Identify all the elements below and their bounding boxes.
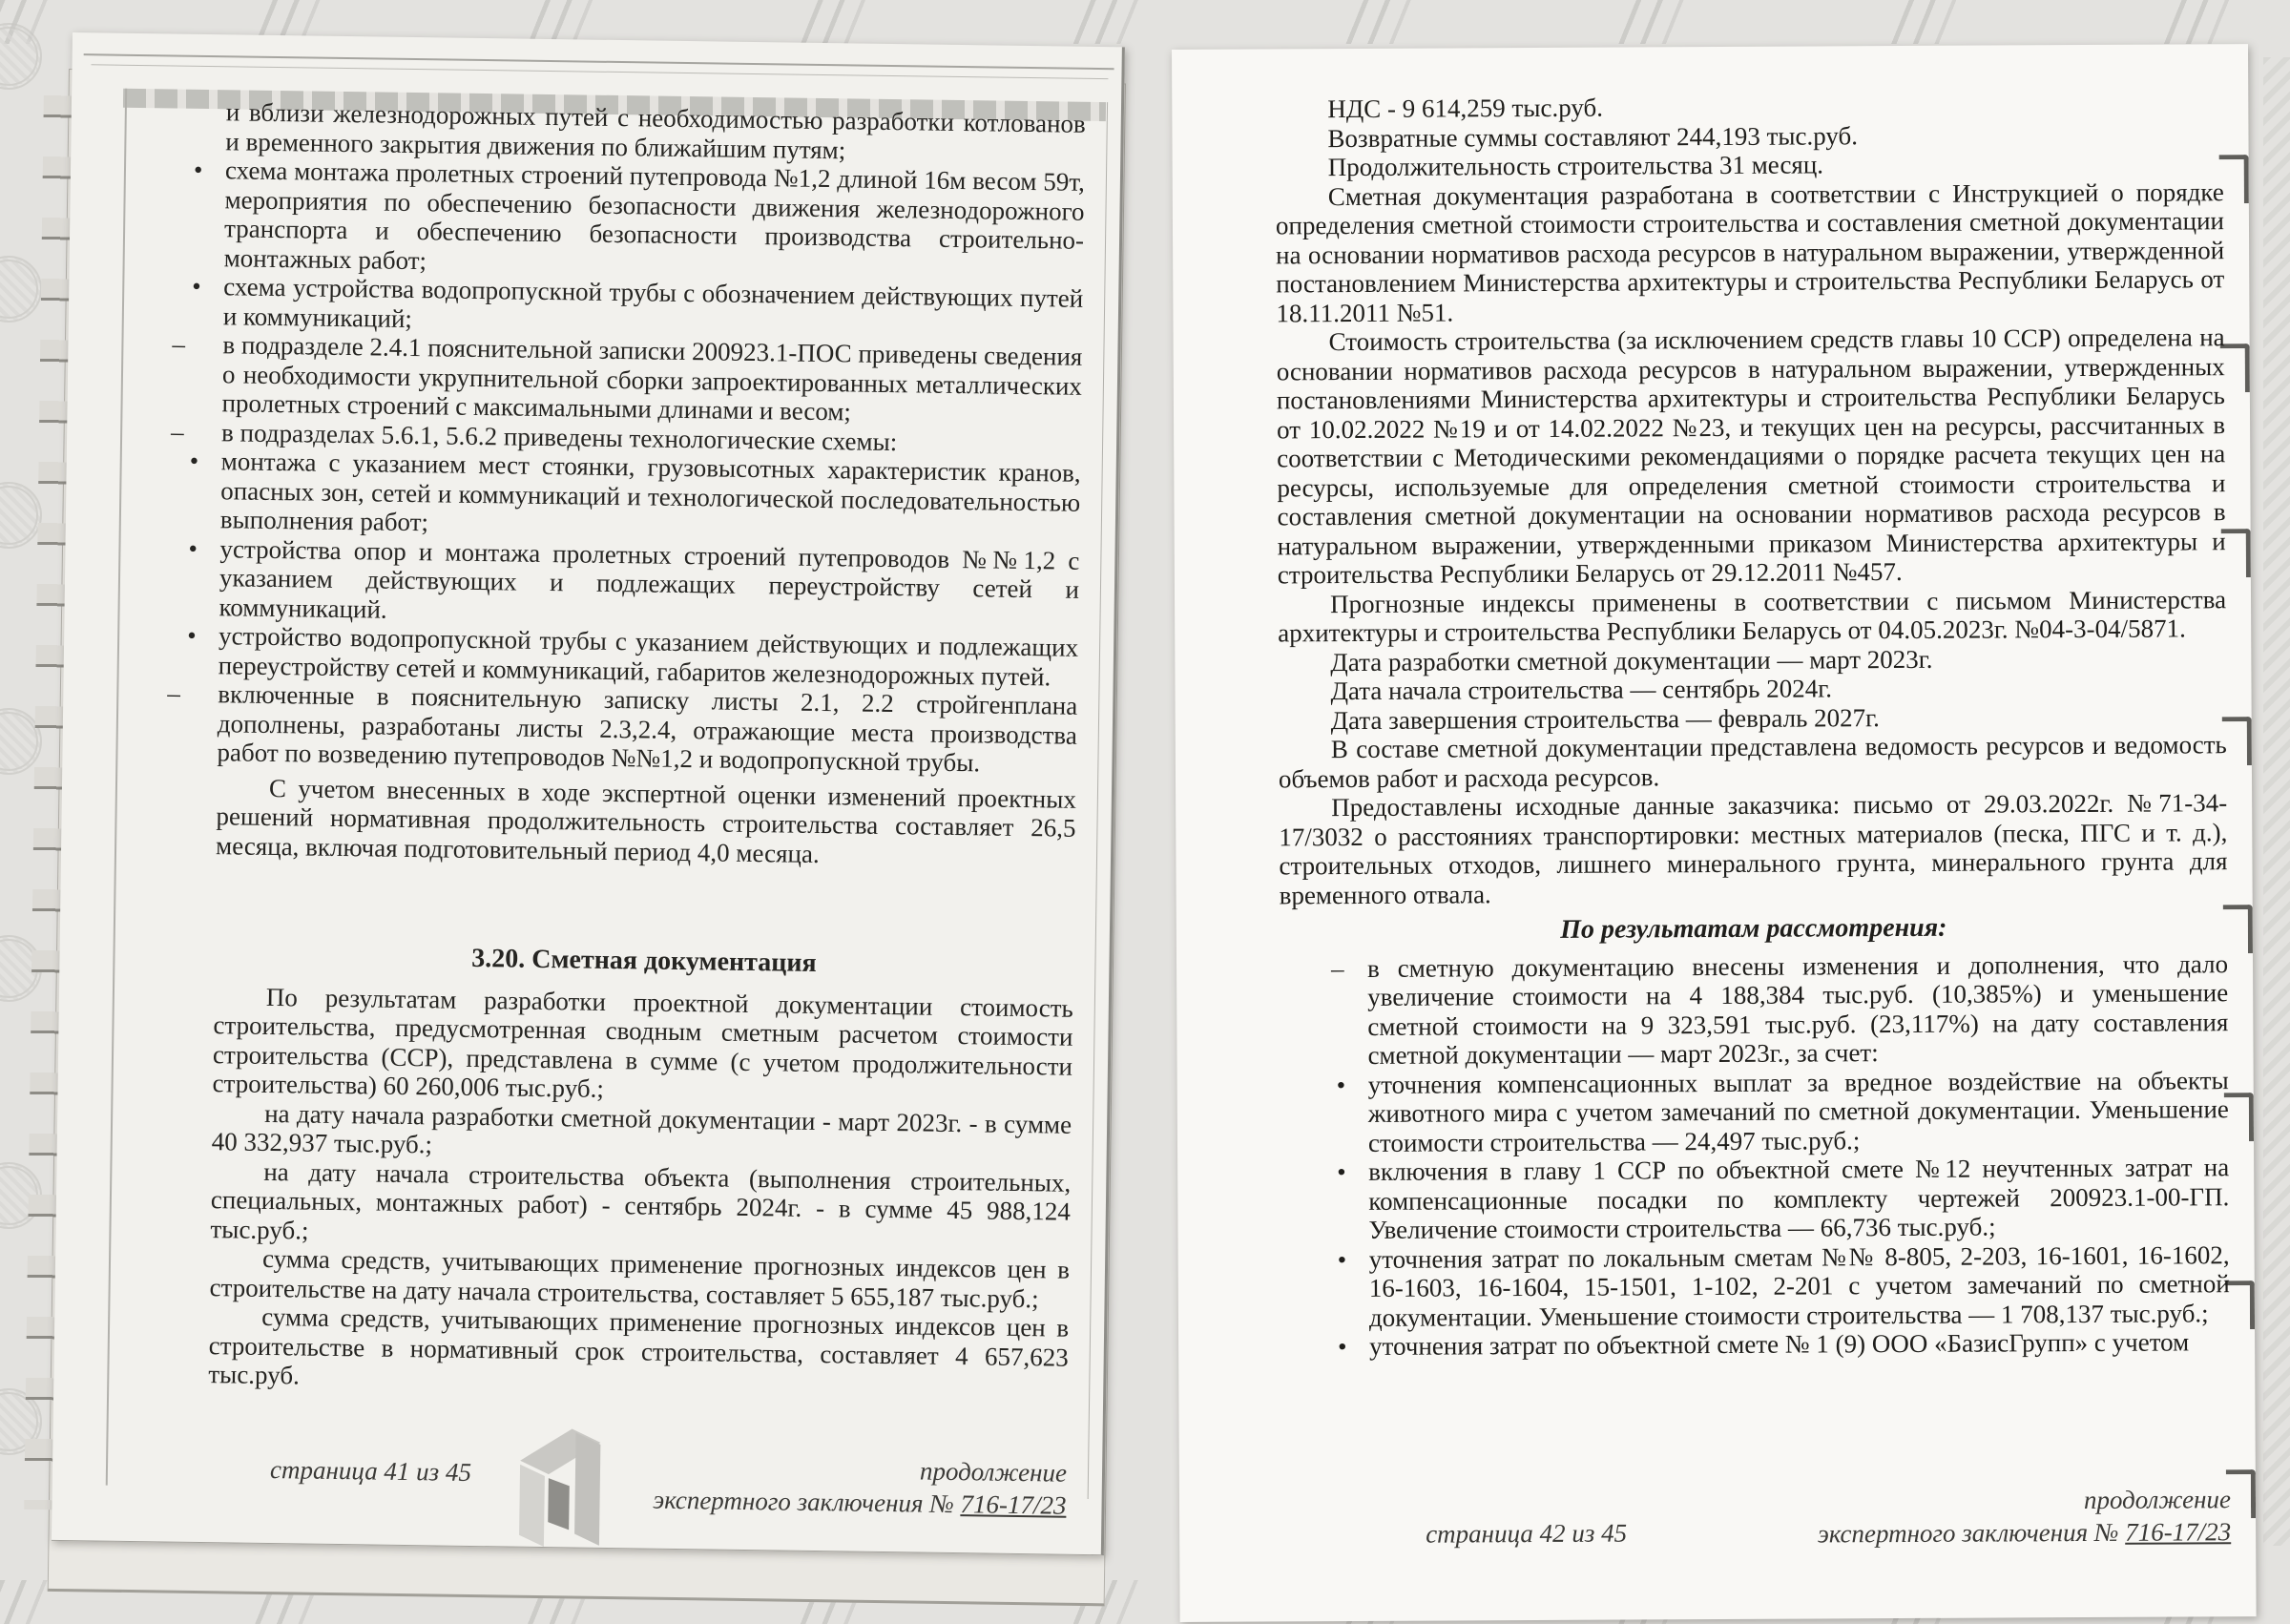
results-heading: По результатам рассмотрения:	[1560, 912, 1947, 945]
bullet-marker: •	[192, 271, 201, 301]
scanned-page-41	[52, 32, 1125, 1555]
paragraph: и вблизи железнодорожных путей с необходимостью разработки котлованов и временного закрытия движения по ближайшим путям;	[225, 97, 1086, 164]
watermark-stamp	[0, 482, 42, 549]
continuation-line2: экспертного заключения №	[653, 1485, 961, 1519]
page-footer	[206, 1418, 1067, 1522]
continuation-note	[653, 1451, 1067, 1522]
bullet-marker: •	[193, 155, 203, 184]
list-item-text: уточнения затрат по объектной смете № 1 (9) ООО «БазисГрупп» с учетом	[1369, 1327, 2190, 1361]
list-item-text: монтажа с указанием мест стоянки, грузовысотных характеристик кранов, опасных зон, сетей и коммуникаций и технологической последовательностью выполнения работ;	[219, 447, 1081, 537]
paragraph: Сметная документация разработана в соответствии с Инструкцией о порядке определения сметной стоимости строительства и составления сметной документации на основании нормативов расхода ресурсов в натуральном выражении, утвержденной постановлением Министерства архитектуры и строительства Республики Беларусь от 18.11.2011 №51.	[1275, 177, 2225, 327]
list-item-text: схема монтажа пролетных строений путепровода №1,2 длиной 16м весом 59т, мероприятия по обеспечению безопасности движения железнодорожного транспорта и обеспечению безопасности производства строительно-монтажных работ;	[223, 156, 1086, 275]
list-item-text: схема устройства водопропускной трубы с обозначением действующих путей и коммуникаций;	[222, 272, 1084, 333]
dash-marker: –	[1330, 953, 1344, 983]
paragraph: В составе сметной документации представлена ведомость ресурсов и ведомость объемов работ и расхода ресурсов.	[1278, 730, 2227, 793]
bullet-marker: •	[188, 533, 198, 563]
dash-marker: –	[170, 416, 184, 447]
line: Продолжительность строительства 31 месяц.	[1327, 150, 1824, 182]
continuation-line1: продолжение	[919, 1456, 1068, 1488]
list-item	[189, 446, 1081, 546]
paragraph: По результатам разработки проектной документации стоимость строительства, предусмотренная сводным сметным расчетом стоимости строительства (ССР), представлена в сумме (с учетом продолжительности строительства) 60 260,006 тыс.руб.;	[212, 982, 1074, 1103]
paragraph: С учетом внесенных в ходе экспертной оценки изменений проектных решений нормативная продолжительность строительства составляет 26,5 месяца, включая подготовительный период 4,0 месяца.	[215, 773, 1077, 868]
list-item-text: устройства опор и монтажа пролетных строений путепроводов №№1,2 с указанием действующих и подлежащих переустройству сетей и коммуникаций.	[219, 533, 1080, 624]
date-line: Дата разработки сметной документации — март 2023г.	[1330, 644, 1933, 677]
list-item-text: включения в главу 1 ССР по объектной смете №12 неучтенных затрат на компенсационные посадки по комплекту чертежей 200923.1-00-ГП. Увеличение стоимости строительства — 66,736 тыс.руб.;	[1368, 1153, 2230, 1244]
paragraph: на дату начала разработки сметной документации - март 2023г. - в сумме 40 332,937 тыс.руб.;	[211, 1098, 1072, 1159]
bullet-marker: •	[1338, 1332, 1347, 1362]
continuation-note	[1818, 1483, 2232, 1550]
page-41-text	[167, 97, 1086, 1401]
list-item-text: в сметную документацию внесены изменения и дополнения, что дало увеличение стоимости на 4 188,384 тыс.руб. (10,385%) и уменьшение сметной стоимости на 9 323,591 тыс.руб. (23,117%) на дату составления сметной документации — март 2023г., за счет:	[1366, 948, 2229, 1070]
watermark-stamp	[0, 256, 42, 323]
list-item-text: в подразделе 2.4.1 пояснительной записки 200923.1-ПОС приведены сведения о необходимости укрупнительной сборки запроектированных металлических пролетных строений с максимальными длинами и весом;	[221, 330, 1083, 427]
list-item	[1330, 948, 2229, 1071]
page-footer	[1282, 1483, 2231, 1552]
list-item	[1338, 1327, 2230, 1362]
continuation-line1: продолжение	[2083, 1485, 2232, 1515]
list-item-text: уточнения затрат по локальным сметам №№ 8-805, 2-203, 16-1601, 16-1602, 16-1603, 16-1604, 15-1501, 1-102, 2-201 с учетом замечаний по сметной документации. Уменьшение стоимости строительства — 1 708,137 тыс.руб.;	[1368, 1239, 2230, 1332]
list-item-text: уточнения компенсационных выплат за вредное воздействие на объекты животного мира с учетом замечаний по сметной документации. Уменьшение стоимости строительства — 24,497 тыс.руб.;	[1367, 1065, 2229, 1157]
bullet-marker: •	[186, 620, 197, 650]
frame-line	[1088, 102, 1108, 1499]
list-item	[1337, 1239, 2230, 1332]
bullet-marker: •	[189, 446, 199, 475]
list-item-text: включенные в пояснительную записку листы 2.1, 2.2 стройгенплана дополнены, разработаны листы 2.3,2.4, отражающие места производства работ по возведению путепроводов №№1,2 и водопропускной трубы.	[217, 679, 1078, 778]
conclusion-number: 716-17/23	[960, 1489, 1067, 1520]
page-42-text	[1275, 90, 2230, 1362]
list-item	[193, 155, 1086, 284]
continuation-line2: экспертного заключения №	[1817, 1517, 2126, 1549]
security-pattern-right	[2263, 57, 2290, 1546]
page-number-label: страница 41 из 45	[269, 1455, 472, 1487]
list-item-text: в подразделах 5.6.1, 5.6.2 приведены технологические схемы:	[220, 417, 898, 456]
date-line: Дата завершения строительства — февраль 2027г.	[1330, 702, 1880, 735]
paragraph: Предоставлены исходные данные заказчика: письмо от 29.03.2022г. №71-34-17/3032 о расстояниях транспортировки: местных материалов (песка, ПГС и т. д.), строительных отходов, лишнего минерального грунта, минерального грунта для временного отвала.	[1279, 788, 2228, 909]
list-item	[1337, 1153, 2230, 1244]
frame-line	[84, 53, 1114, 70]
list-item-text: устройство водопропускной трубы с указанием действующих и подлежащих переустройству сетей и коммуникаций, габаритов железнодорожных путей.	[218, 621, 1079, 691]
frame-line	[106, 89, 127, 1486]
paragraph: на дату начала строительства объекта (выполнения строительных, специальных, монтажных работ) - сентябрь 2024г. - в сумме 45 988,124 тыс.руб.;	[210, 1156, 1072, 1245]
line: НДС - 9 614,259 тыс.руб.	[1327, 93, 1604, 124]
section-heading: 3.20. Сметная документация	[471, 943, 817, 978]
page-number-label: страница 42 из 45	[1426, 1518, 1628, 1549]
bullet-marker: •	[1336, 1070, 1346, 1099]
paragraph: сумма средств, учитывающих применение прогнозных индексов цен в строительстве на дату начала строительства, составляет 5 655,187 тыс.руб.;	[209, 1243, 1071, 1313]
building-logo-icon	[515, 1423, 609, 1557]
list-item	[172, 329, 1083, 429]
bullet-marker: •	[1337, 1244, 1347, 1274]
scanned-page-42	[1172, 44, 2257, 1622]
bullet-marker: •	[1337, 1157, 1346, 1187]
paragraph: сумма средств, учитывающих применение прогнозных индексов цен в строительстве в нормативный срок строительства, составляет 4 657,623 тыс.руб.	[208, 1301, 1070, 1390]
list-item	[1336, 1065, 2229, 1157]
date-line: Дата начала строительства — сентябрь 2024г.	[1330, 674, 1832, 706]
dash-marker: –	[172, 329, 186, 359]
dash-marker: –	[167, 678, 181, 708]
paragraph: Прогнозные индексы применены в соответствии с письмом Министерства архитектуры и строительства Республики Беларусь от 04.05.2023г. №04-3-04/5871.	[1278, 584, 2227, 648]
list-item	[167, 678, 1078, 779]
line: Возвратные суммы составляют 244,193 тыс.руб.	[1327, 120, 1859, 153]
paragraph: Стоимость строительства (за исключением средств главы 10 ССР) определена на основании нормативов расхода ресурсов в натуральном выражении, утвержденных постановлениями Министерства архитектуры и строительства Республики Беларусь от 10.02.2022 №19 и от 14.02.2022 №23, и текущих цен на ресурсы, рассчитанных в соответствии с Методическими рекомендациями о порядке расчета текущих цен на ресурсы, используемые для определения сметной стоимости строительства и составления сметной документации на основании нормативов расхода ресурсов в натуральном выражении, утвержденными приказом Министерства архитектуры и строительства Республики Беларусь от 29.12.2011 №457.	[1276, 323, 2226, 590]
conclusion-number: 716-17/23	[2125, 1517, 2232, 1547]
list-item	[188, 533, 1080, 634]
